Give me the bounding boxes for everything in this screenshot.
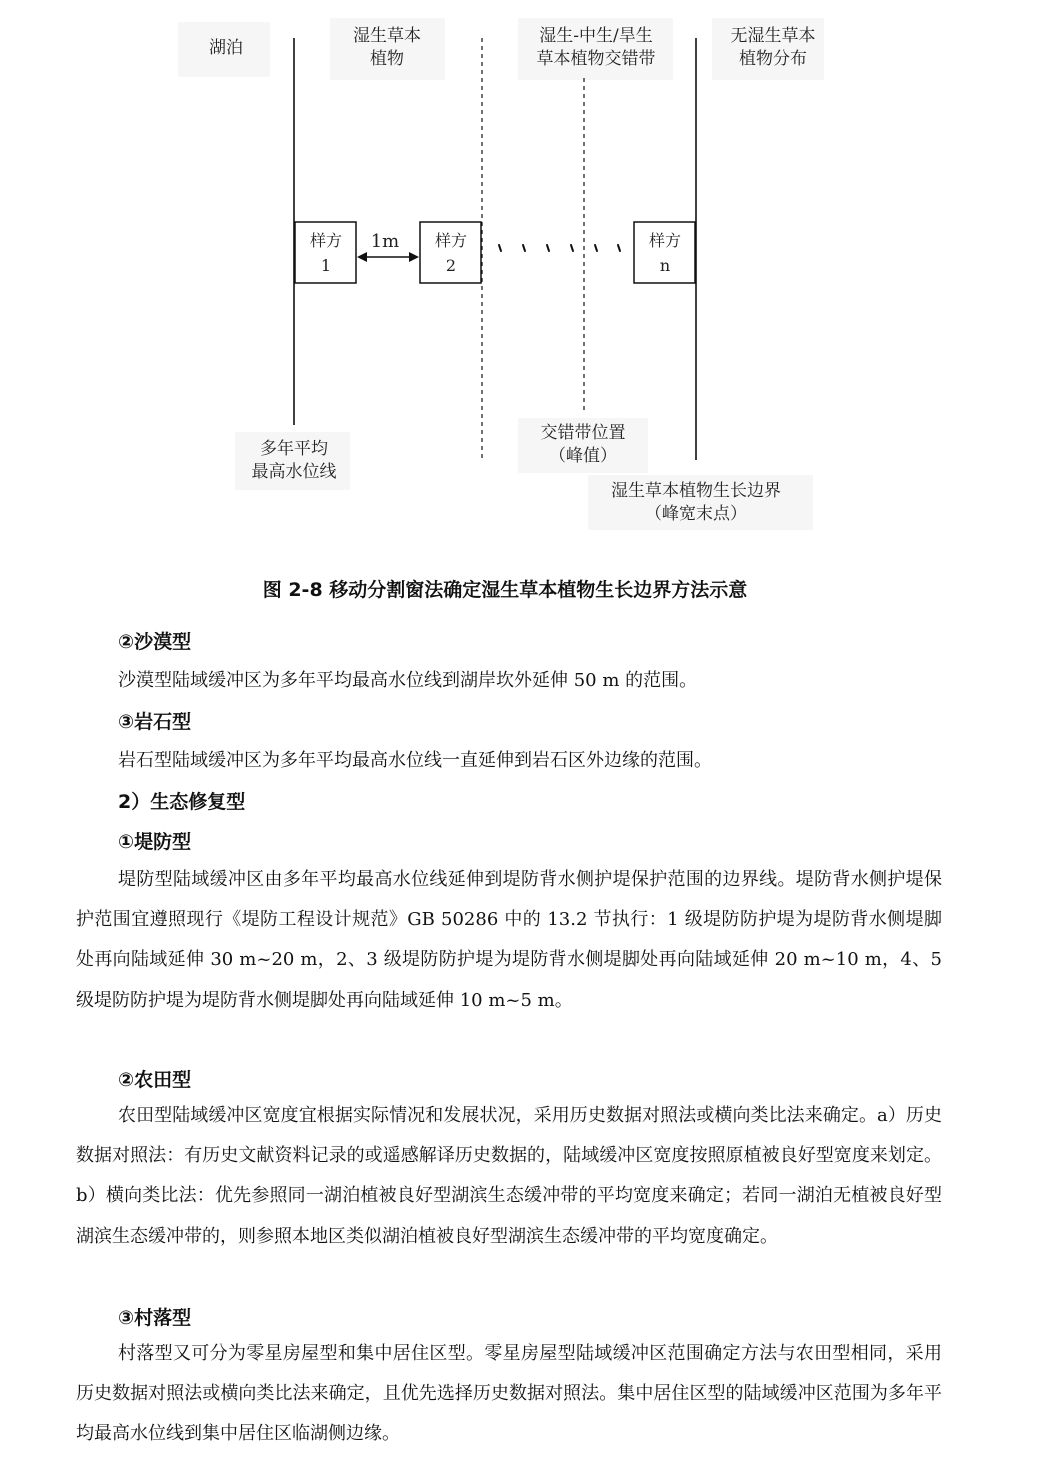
growth-boundary-label-line2: （峰宽末点） [645,504,747,524]
lake-label: 湖泊 [209,38,243,58]
ecotone-position-label-line2: （峰值） [549,446,617,466]
no-wet-label-line1: 无湿生草本 [730,26,816,46]
water-line-label-line2: 最高水位线 [251,462,337,482]
ellipsis-ticks [499,245,620,251]
farmland-paragraph: 农田型陆域缓冲区宽度宜根据实际情况和发展状况，采用历史数据对照法或横向类比法来确定。a）历史数据对照法：有历史文献资料记录的或遥感解译历史数据的，陆域缓冲区宽度按照原植被良好型宽度来划定。b）横向类比法：优先参照同一湖泊植被良好型湖滨生态缓冲带的平均宽度来确定；若同一湖泊无植被良好型湖滨生态缓冲带的，则参照本地区类似湖泊植被良好型湖滨生态缓冲带的平均宽度确定。 [76,1105,942,1247]
quadrat-1-id: 1 [320,256,332,275]
eco-restore-heading: 2）生态修复型 [118,791,246,813]
arrow-head-right [409,252,419,262]
quadrat-2-name: 样方 [434,231,467,250]
quadrat-n-id: n [659,256,671,275]
dike-paragraph: 堤防型陆域缓冲区由多年平均最高水位线延伸到堤防背水侧护堤保护范围的边界线。堤防背水侧护堤保护范围宜遵照现行《堤防工程设计规范》GB 50286 中的 13.2 节执行：1 级堤防防护堤为堤防背水侧堤脚处再向陆域延伸 30 m~20 m，2、3 级堤防防护堤为堤防背水侧堤脚处再向陆域延伸 20 m~10 m，4、5 级堤防防护堤为堤防背水侧堤脚处再向陆域延伸 10 m~5 m。 [76,869,942,1011]
wet-zone-label-line2: 植物 [370,49,404,69]
quadrat-n-name: 样方 [648,231,681,250]
quadrat-1-name: 样方 [309,231,342,250]
ecotone-label-line1: 湿生-中生/旱生 [539,26,653,46]
wet-zone-label-line1: 湿生草本 [353,26,421,46]
figure-caption: 图 2-8 移动分割窗法确定湿生草本植物生长边界方法示意 [262,579,748,601]
rock-heading: ③岩石型 [118,711,192,733]
arrow-head-left [357,252,367,262]
desert-heading: ②沙漠型 [118,631,192,653]
quadrat-2-id: 2 [445,256,457,275]
dike-heading: ①堤防型 [118,831,192,853]
rock-paragraph: 岩石型陆域缓冲区为多年平均最高水位线一直延伸到岩石区外边缘的范围。 [118,750,712,771]
village-heading: ③村落型 [118,1307,192,1329]
desert-paragraph: 沙漠型陆域缓冲区为多年平均最高水位线到湖岸坎外延伸 50 m 的范围。 [118,670,698,691]
ecotone-label-line2: 草本植物交错带 [536,49,656,69]
growth-boundary-label-line1: 湿生草本植物生长边界 [611,481,781,501]
spacing-label: 1m [370,231,400,252]
quadrat-diagram [0,0,1040,560]
farmland-heading: ②农田型 [118,1069,192,1091]
no-wet-label-line2: 植物分布 [739,49,807,69]
village-paragraph: 村落型又可分为零星房屋型和集中居住区型。零星房屋型陆域缓冲区范围确定方法与农田型相同，采用历史数据对照法或横向类比法来确定，且优先选择历史数据对照法。集中居住区型的陆域缓冲区范围为多年平均最高水位线到集中居住区临湖侧边缘。 [76,1343,942,1445]
ecotone-position-label-line1: 交错带位置 [540,423,626,443]
water-line-label-line1: 多年平均 [260,439,328,459]
